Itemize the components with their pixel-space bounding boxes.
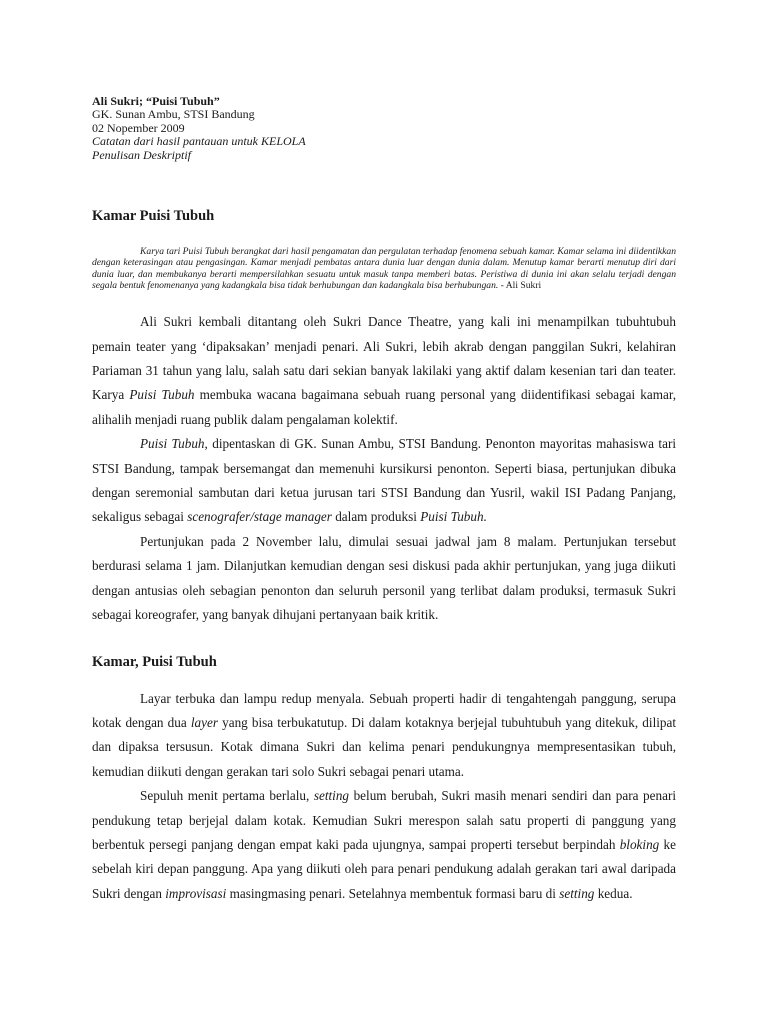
paragraph-text: Layar terbuka dan lampu redup menyala. Sebuah properti hadir di tengahtengah panggung, serupa kotak dengan dua bbox=[92, 690, 676, 730]
paragraph-emphasis: layer bbox=[190, 714, 218, 730]
abstract-text: Karya tari Puisi Tubuh berangkat dari hasil pengamatan dan pergulatan terhadap fenomena sebuah kamar. Kamar selama ini diidentikkan dengan keterasingan atau pengasingan. Kamar menjadi pembatas antara dunia luar dengan dunia dalam. Menutup kamar berarti menutup diri dari dunia luar, dan membukanya berarti mempersilahkan sesuatu untuk masuk tanpa memberi batas. Peristiwa di dunia ini akan selalu terjadi dengan segala bentuk fenomenanya yang kadangkala bisa tidak berhubungan dan kadangkala bisa berhubungan. bbox=[92, 246, 676, 291]
paragraph-text: yang bisa terbukatutup. Di dalam kotaknya berjejal tubuhtubuh yang ditekuk, dilipat dan dipaksa tersusun. Kotak dimana Sukri dan kelima penari pendukungnya mempresentasikan tubuh, kemudian diikuti dengan gerakan tari solo Sukri sebagai penari utama. bbox=[92, 714, 677, 779]
paragraph bbox=[92, 687, 676, 785]
note-line: Catatan dari hasil pantauan untuk KELOLA bbox=[92, 134, 306, 149]
paragraph-text: belum berubah, Sukri masih menari sendiri dan para penari pendukung tetap berjejal dalam kotak. Kemudian Sukri merespon salah satu properti di panggung yang berbentuk persegi panjang dengan empat kaki pada ujungnya, sampai properti tersebut berpindah bbox=[92, 788, 677, 852]
paragraph-text: , dipentaskan di GK. Sunan Ambu, STSI Bandung. Penonton mayoritas mahasiswa tari STSI Bandung, tampak bersemangat dan memenuhi kursikursi penonton. Seperti biasa, pertunjukan dibuka dengan seremonial sambutan dari ketua jurusan tari STSI Bandung dan Yusril, wakil ISI Padang Panjang, sekaligus sebagai bbox=[92, 436, 676, 525]
date-line: 02 Nopember 2009 bbox=[92, 120, 185, 135]
paragraph-emphasis: Puisi Tubuh bbox=[129, 387, 195, 403]
paragraph-text: kedua. bbox=[594, 885, 633, 901]
paragraph-text: Pertunjukan pada 2 November lalu, dimulai sesuai jadwal jam 8 malam. Pertunjukan tersebut berdurasi selama 1 jam. Dilanjutkan kemudian dengan sesi diskusi pada akhir pertunjukan, yang juga diikuti dengan antusias oleh sebagian penonton dan seluruh personil yang terlibat dalam produksi, termasuk Sukri sebagai koreografer, yang banyak dihujani pertanyaan baik kritik. bbox=[92, 533, 676, 623]
venue-line: GK. Sunan Ambu, STSI Bandung bbox=[92, 107, 255, 122]
paragraph-text: Sepuluh menit pertama berlalu, bbox=[140, 788, 314, 804]
paragraph-emphasis: scenografer/stage manager bbox=[187, 509, 332, 525]
section-2-body bbox=[92, 687, 676, 907]
paragraph bbox=[92, 784, 676, 906]
paragraph-emphasis: setting bbox=[313, 788, 350, 804]
paragraph-emphasis: Puisi Tubuh bbox=[140, 436, 205, 452]
paragraph-emphasis: Puisi Tubuh. bbox=[420, 509, 487, 525]
paragraph-emphasis: improvisasi bbox=[165, 885, 227, 901]
section-1-body bbox=[92, 310, 676, 627]
article-title: Ali Sukri; “Puisi Tubuh” bbox=[92, 94, 220, 108]
document-header bbox=[92, 95, 676, 162]
paragraph-emphasis: bloking bbox=[619, 836, 660, 852]
paragraph-text: dalam produksi bbox=[331, 509, 421, 525]
section-heading-kamar-comma-puisi-tubuh: Kamar, Puisi Tubuh bbox=[92, 653, 217, 670]
category-line: Penulisan Deskriptif bbox=[92, 147, 191, 162]
paragraph bbox=[92, 432, 676, 530]
paragraph-text: membuka wacana bagaimana sebuah ruang personal yang diidentifikasi sebagai kamar, alihalih menjadi ruang publik dalam pengalaman kolektif. bbox=[92, 387, 677, 427]
paragraph bbox=[92, 310, 676, 432]
paragraph-text: masingmasing penari. Setelahnya membentuk formasi baru di bbox=[226, 885, 560, 901]
paragraph bbox=[92, 530, 676, 628]
paragraph-text: Ali Sukri kembali ditantang oleh Sukri Dance Theatre, yang kali ini menampilkan tubuhtubuh pemain teater yang ‘dipaksakan’ menjadi penari. Ali Sukri, lebih akrab dengan panggilan Sukri, kelahiran Pariaman 31 tahun yang lalu, salah satu dari sekian banyak lakilaki yang aktif dalam kesenian tari dan teater. Karya bbox=[92, 314, 676, 403]
paragraph-emphasis: setting bbox=[559, 885, 595, 901]
paragraph-text: ke sebelah kiri depan panggung. Apa yang diikuti oleh para penari pendukung adalah gerakan tari awal daripada Sukri dengan bbox=[92, 836, 676, 901]
abstract-quote bbox=[92, 246, 676, 291]
abstract-author: - Ali Sukri bbox=[498, 279, 542, 291]
section-heading-kamar-puisi-tubuh: Kamar Puisi Tubuh bbox=[92, 208, 215, 225]
